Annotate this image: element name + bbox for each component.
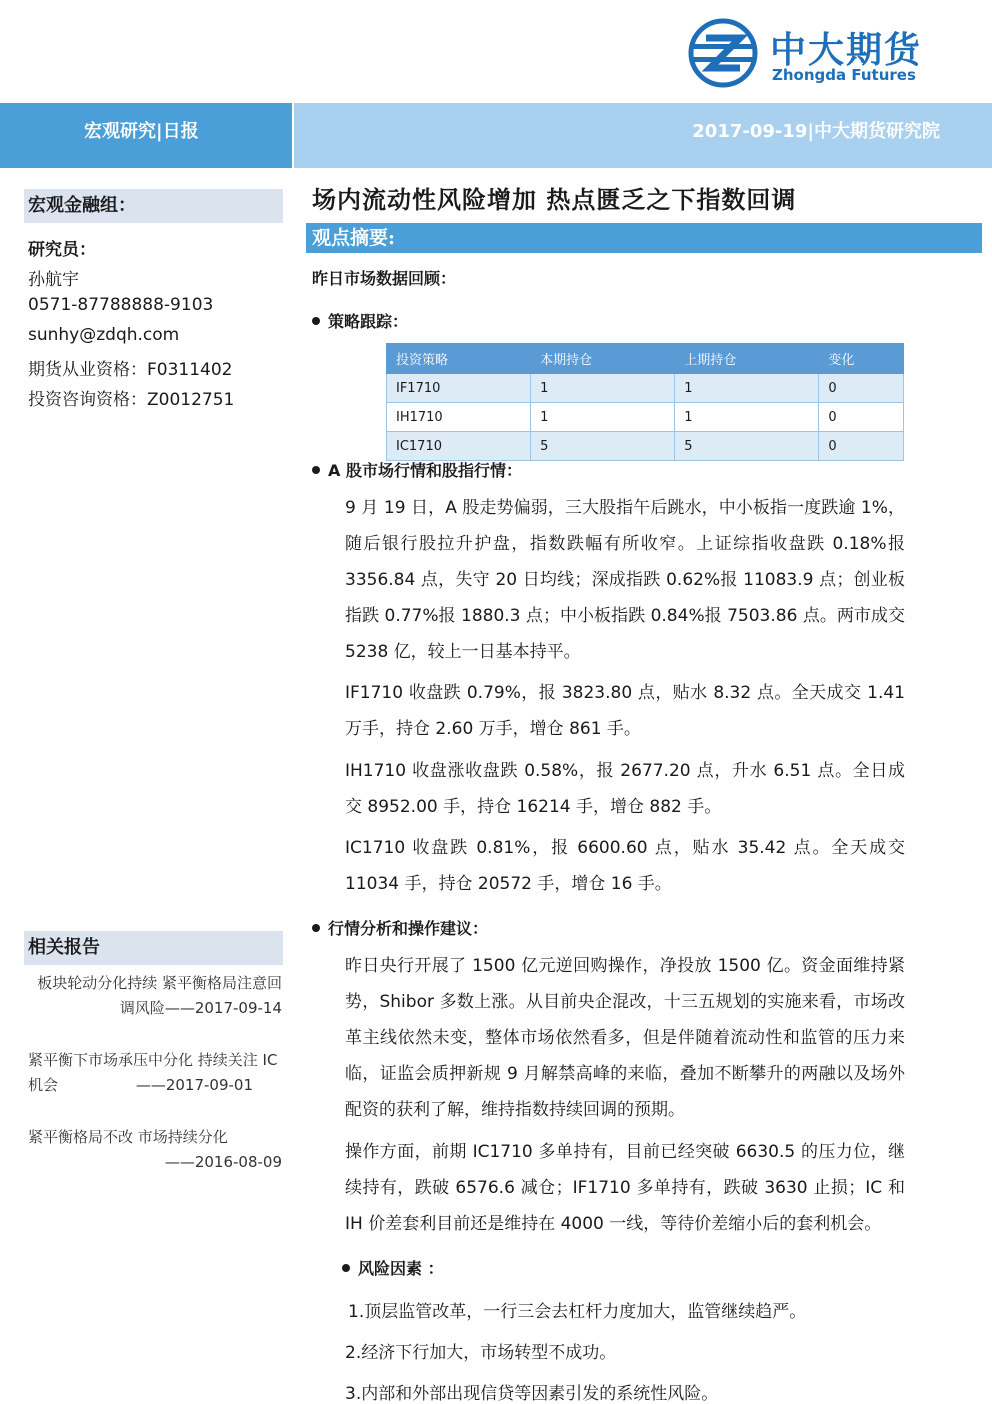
futures-certification: 期货从业资格：F0311402: [28, 360, 233, 380]
researcher-phone: 0571-87788888-9103: [28, 295, 214, 315]
market-paragraph: IC1710 收盘跌 0.81%，报 6600.60 点，贴水 35.42 点。全天成交 11034 手，持仓 20572 手，增仓 16 手。: [345, 838, 905, 894]
analysis-heading: [312, 916, 488, 939]
table-cell: 1: [675, 374, 819, 403]
bullet-icon: [312, 924, 320, 932]
market-label: A 股市场行情和股指行情：: [328, 461, 522, 480]
table-row: [387, 374, 904, 403]
related-report-title: 紧平衡下市场承压中分化 持续关注 IC: [28, 1051, 278, 1069]
table-cell: 1: [531, 374, 675, 403]
researcher-label: 研究员：: [28, 240, 96, 260]
group-title: 宏观金融组：: [24, 189, 283, 223]
related-report-item[interactable]: [28, 971, 282, 1021]
table-cell: 5: [675, 432, 819, 461]
table-row: [387, 432, 904, 461]
column-header: 变化: [819, 344, 904, 374]
summary-section-bar: 观点摘要:: [306, 223, 982, 253]
related-report-title-cont: 调风险——2017-09-14: [119, 999, 282, 1017]
analysis-label: 行情分析和操作建议：: [328, 919, 489, 938]
risk-heading: [342, 1256, 444, 1279]
related-report-title-cont: 机会: [28, 1076, 59, 1094]
market-paragraph: 9 月 19 日，A 股走势偏弱，三大股指午后跳水，中小板指一度跌逾 1%，随后银行股拉升护盘，指数跌幅有所收窄。上证综指收盘跌 0.18%报 3356.84 点，失守 20 日均线；深成指跌 0.62%报 11083.9 点；创业板指跌 0.77%报 1880.3 点；中小板指跌 0.84%报 7503.86 点。两市成交 5238 亿，较上一日基本持平。: [345, 498, 905, 662]
logo-name-en: Zhongda Futures: [772, 66, 916, 84]
related-report-item[interactable]: [28, 1048, 282, 1098]
table-cell: IH1710: [387, 403, 531, 432]
table-header-row: [387, 344, 904, 374]
related-report-date: ——2016-08-09: [164, 1153, 282, 1171]
table-cell: 1: [531, 403, 675, 432]
table-cell: 0: [819, 403, 904, 432]
column-header: 本期持仓: [531, 344, 675, 374]
market-review-label: 昨日市场数据回顾：: [312, 269, 457, 288]
related-report-title: 板块轮动分化持续 紧平衡格局注意回: [37, 974, 282, 992]
market-paragraph: IF1710 收盘跌 0.79%，报 3823.80 点，贴水 8.32 点。全天成交 1.41 万手，持仓 2.60 万手，增仓 861 手。: [345, 683, 905, 739]
related-report-item[interactable]: [28, 1125, 282, 1175]
table-cell: 0: [819, 432, 904, 461]
related-report-title: 紧平衡格局不改 市场持续分化: [28, 1128, 228, 1146]
table-cell: IC1710: [387, 432, 531, 461]
market-heading: [312, 458, 522, 481]
table-cell: 1: [675, 403, 819, 432]
table-cell: 0: [819, 374, 904, 403]
company-logo: [688, 18, 978, 90]
bullet-icon: [342, 1264, 350, 1272]
bullet-icon: [312, 466, 320, 474]
related-report-date: ——2017-09-01: [135, 1076, 253, 1094]
risk-item: 3.内部和外部出现信贷等因素引发的系统性风险。: [345, 1384, 719, 1404]
related-reports-title: 相关报告: [24, 931, 283, 965]
strategy-heading: [312, 309, 408, 332]
analysis-paragraph: 操作方面，前期 IC1710 多单持有，目前已经突破 6630.5 的压力位，继续持有，跌破 6576.6 减仓；IF1710 多单持有，跌破 3630 止损；IC 和 IH 价差套利目前还是维持在 4000 一线，等待价差缩小后的套利机会。: [345, 1142, 905, 1234]
report-date-publisher: 2017-09-19|中大期货研究院: [692, 121, 940, 142]
researcher-name: 孙航宇: [28, 270, 79, 290]
zhongda-logo-icon: [688, 18, 758, 88]
report-title: 场内流动性风险增加 热点匮乏之下指数回调: [312, 185, 797, 214]
column-header: 投资策略: [387, 344, 531, 374]
consulting-certification: 投资咨询资格：Z0012751: [28, 390, 235, 410]
risk-label: 风险因素 ：: [358, 1259, 444, 1278]
table-cell: IF1710: [387, 374, 531, 403]
report-category: 宏观研究|日报: [84, 121, 199, 142]
strategy-label: 策略跟踪：: [328, 312, 409, 331]
strategy-table: [386, 343, 904, 461]
researcher-email[interactable]: sunhy@zdqh.com: [28, 325, 180, 345]
risk-item: 2.经济下行加大，市场转型不成功。: [345, 1343, 617, 1363]
analysis-paragraph: 昨日央行开展了 1500 亿元逆回购操作，净投放 1500 亿。资金面维持紧势，Shibor 多数上涨。从目前央企混改，十三五规划的实施来看，市场改革主线依然未变，整体市场依然看多，但是伴随着流动性和监管的压力来临，证监会质押新规 9 月解禁高峰的来临，叠加不断攀升的两融以及场外配资的获利了解，维持指数持续回调的预期。: [345, 956, 905, 1120]
column-header: 上期持仓: [675, 344, 819, 374]
risk-item: 1.顶层监管改革，一行三会去杠杆力度加大，监管继续趋严。: [348, 1302, 807, 1322]
market-paragraph: IH1710 收盘涨收盘跌 0.58%，报 2677.20 点，升水 6.51 点。全日成交 8952.00 手，持仓 16214 手，增仓 882 手。: [345, 761, 905, 817]
bullet-icon: [312, 317, 320, 325]
table-cell: 5: [531, 432, 675, 461]
logo-name-cn: 中大期货: [770, 30, 923, 71]
table-row: [387, 403, 904, 432]
